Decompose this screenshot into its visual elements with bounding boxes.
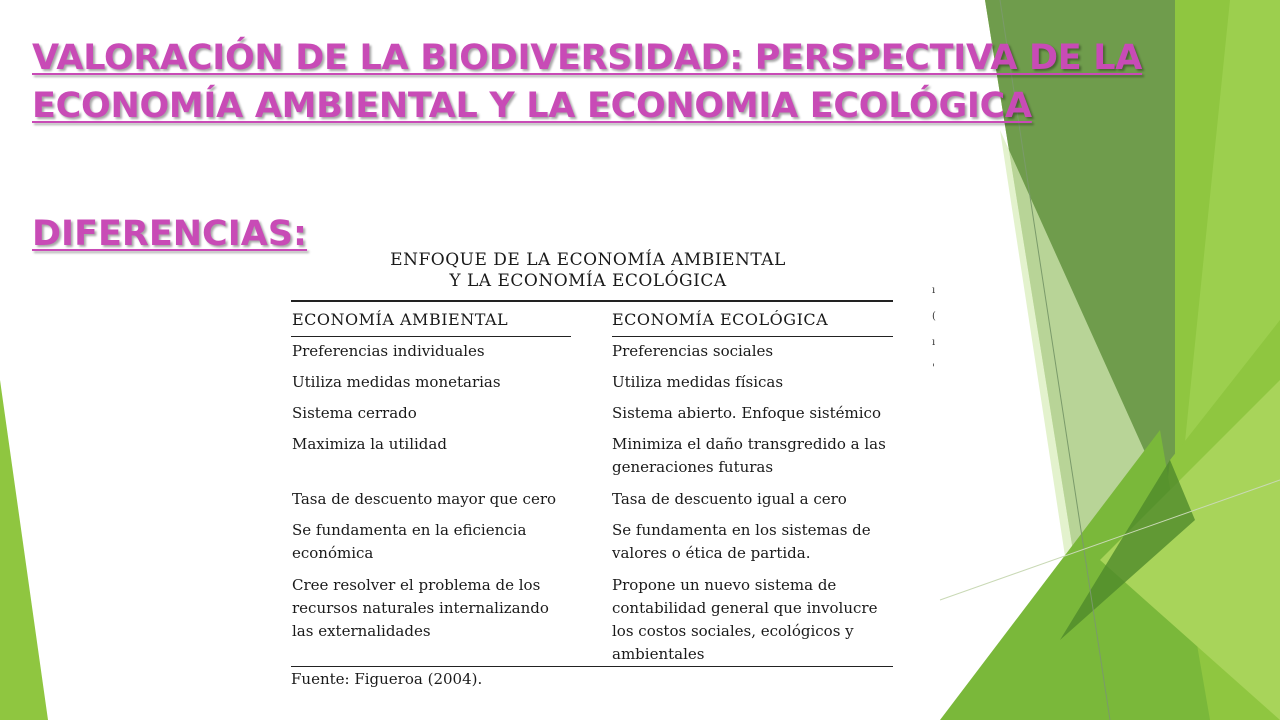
table-cell: Preferencias sociales [612,342,774,360]
header-rule-left [291,336,571,337]
header-rule-right [612,336,893,337]
table-cell: Se fundamenta en la eficiencia económica [292,521,527,562]
table-cell: Maximiza la utilidad [292,435,447,453]
column-header-right: ECONOMÍA ECOLÓGICA [612,310,829,329]
table-source: Fuente: Figueroa (2004). [291,670,483,688]
table-cell: Minimiza el daño transgredido a las generaciones futuras [612,435,886,476]
table-heading-line2: Y LA ECONOMÍA ECOLÓGICA [449,271,727,291]
table-heading-line1: ENFOQUE DE LA ECONOMÍA AMBIENTAL [390,250,786,270]
table-cell: Propone un nuevo sistema de contabilidad general que involucre los costos sociales, ecológicos y ambientales [612,576,878,663]
table-cell: Sistema cerrado [292,404,417,422]
top-rule [291,300,893,302]
table-cell: Tasa de descuento mayor que cero [292,490,557,508]
bottom-rule [291,666,893,667]
table-cell: Sistema abierto. Enfoque sistémico [612,404,881,422]
cropped-text-marks: ı ( ı ' [932,285,936,374]
slide-subtitle: DIFERENCIAS: [32,214,308,254]
table-cell: Tasa de descuento igual a cero [612,490,847,508]
column-header-left: ECONOMÍA AMBIENTAL [292,310,509,329]
table-cell: Se fundamenta en los sistemas de valores o ética de partida. [612,521,871,562]
table-heading [278,250,898,292]
table-cell: Cree resolver el problema de los recursos naturales internalizando las externalidades [292,576,549,640]
table-cell: Preferencias individuales [292,342,485,360]
slide-title: VALORACIÓN DE LA BIODIVERSIDAD: PERSPECTIVA DE LA ECONOMÍA AMBIENTAL Y LA ECONOMIA ECOLÓGICA [32,38,1143,126]
table-cell: Utiliza medidas físicas [612,373,784,391]
table-cell: Utiliza medidas monetarias [292,373,501,391]
comparison-table-image [258,242,938,700]
